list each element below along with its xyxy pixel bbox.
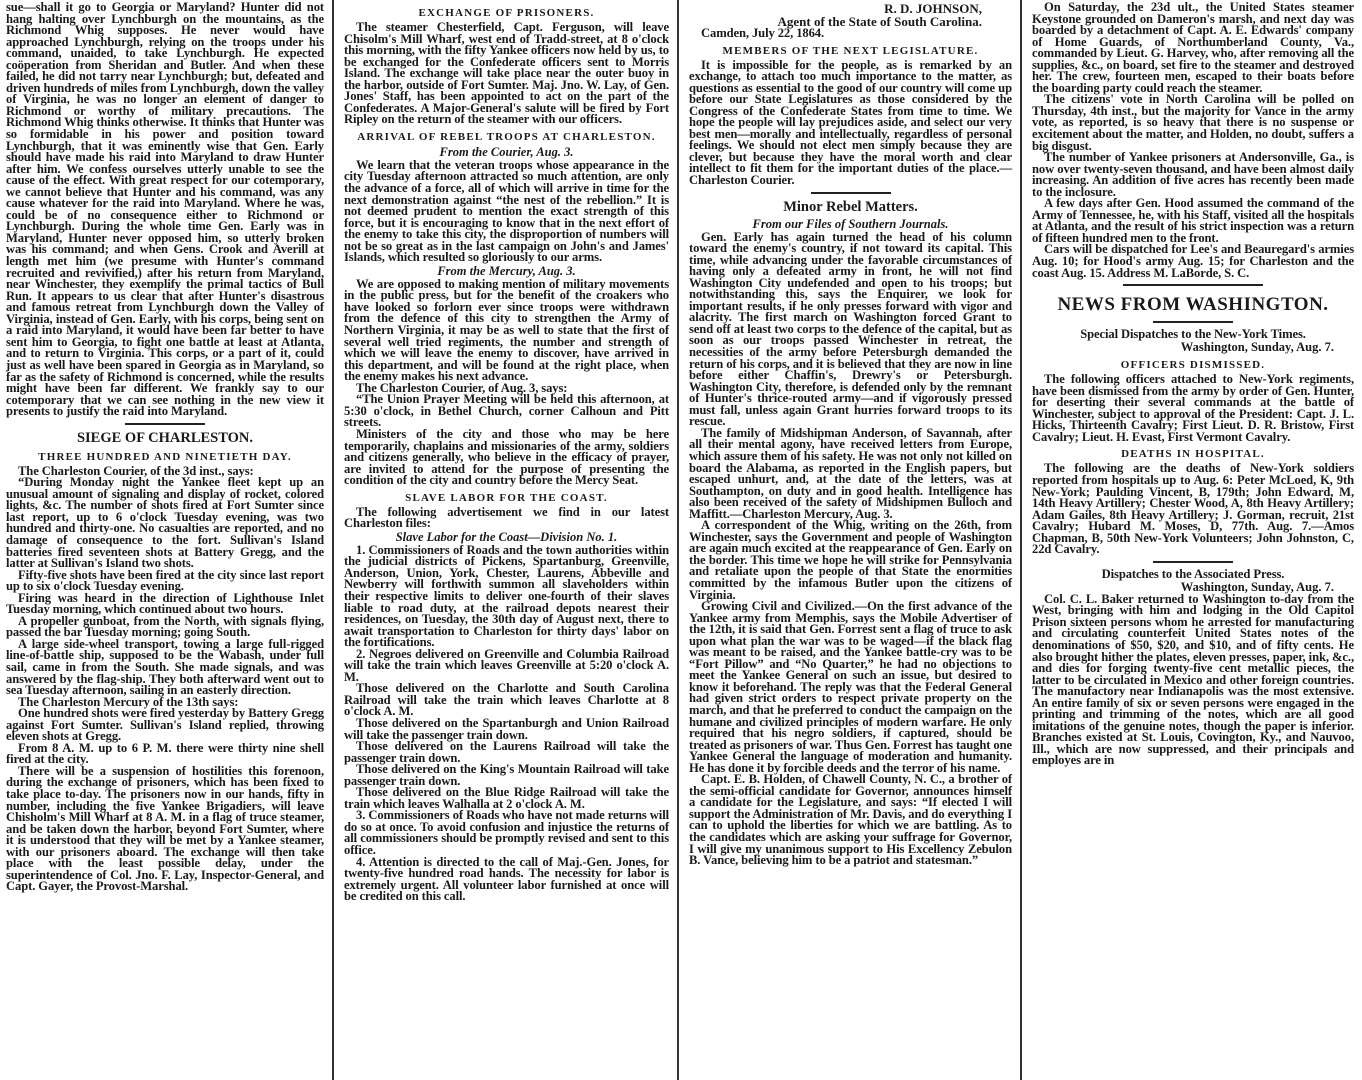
article-paragraph: Those delivered on the Spartanburgh and Union Railroad will take the passenger train down.: [344, 715, 669, 742]
article-paragraph: Capt. E. B. Holden, of Chawell County, N. C., a brother of the semi-official candidate for Governor, announces himself a candidate for the Legislature, and says: “If elected I will support the Administration of Mr. Davis, and do everything I can to uphold the liberties for which we are battling. As to the candidates which are asking your suffrage for Governor, I will give my unanimous support to His Excellency Zebulon B. Vance, believing him to be a patriot and statesman.”: [689, 772, 1012, 868]
dateline: Washington, Sunday, Aug. 7.: [1180, 340, 1334, 355]
article-paragraph: 4. Attention is directed to the call of Maj.-Gen. Jones, for twenty-five hundred road hands. The necessity for labor is extremely urgent. All volunteer labor furnished at once will be credited on this call.: [344, 854, 669, 904]
article-paragraph: Those delivered on the Laurens Railroad will take the passenger train down.: [344, 739, 669, 765]
article-paragraph: It is impossible for the people, as is remarked by an exchange, to attach too much importance to the matter, as questions as essential to the good of our country will come up before our State Legislatures as those considered by the Congress of the Confederate States from time to time. We hope the people will lay prejudices aside, and select our very best men—morally and intellectually, regardless of personal feelings. We should not elect men simply because they are clever, but because they have the moral worth and clear intellect to fit them for the important duties of the place.—Charleston Courier.: [689, 57, 1012, 188]
section-subheading: From the Mercury, Aug. 3.: [437, 263, 576, 278]
article-paragraph: The Charleston Courier, of the 3d inst., says:: [18, 463, 254, 478]
signature-line: R. D. JOHNSON,: [884, 1, 982, 16]
divider-rule: [1153, 561, 1233, 563]
divider-rule: [1123, 284, 1263, 286]
article-paragraph: Ministers of the city and those who may be here temporarily, chaplains and missionaries of the army, soldiers and citizens generally, who believe in the efficacy of prayer, are invited to attend for the purpose of presenting the condition of the city and country before the Mercy Seat.: [344, 426, 669, 488]
article-paragraph: The following are the deaths of New-York soldiers reported from hospitals up to Aug. 6: Peter McLoed, K, 9th New-York; Paulding Vincent, B, 179th; John Edward, M, 14th Heavy Artillery; Chester Wood, A, 8th Heavy Artillery; Adam Gailes, 8th Heavy Artillery; J. Gorman, recruit, 21st Cavalry; Hubard M. Moses, D, 77th. Aug. 7.—Amos Chapman, B, 50th New-York Volunteers; John Johnston, C, 22d Cavalry.: [1032, 461, 1354, 557]
article-paragraph: A large side-wheel transport, towing a large full-rigged line-of-battle ship, supposed to be the Wabash, under full sail, came in from the South. She made signals, and was answered by the flag-ship. They both afterward went out to sea Tuesday afternoon, sailing in an easterly direction.: [6, 636, 324, 698]
section-heading: NEWS FROM WASHINGTON.: [1057, 294, 1329, 316]
article-paragraph: Fifty-five shots have been fired at the city since last report up to six o'clock Tuesday evening.: [6, 567, 324, 594]
article-paragraph: “During Monday night the Yankee fleet kept up an unusual amount of signaling and display of rocket, colored lights, &c. The number of shots fired at Fort Sumter since last report, up to 6 o'clock Tuesday evening, was two hundred and thirty-one. No casualties are reported, and no damage of consequence to the fort. Sullivan's Island batteries fired seventeen shots at Battery Gregg, and the latter at Sullivan's Island two shots.: [6, 475, 324, 571]
column-3: [677, 0, 1020, 1080]
section-heading: Minor Rebel Matters.: [783, 198, 918, 215]
article-paragraph: Camden, July 22, 1864.: [701, 26, 825, 40]
article-paragraph: The following officers attached to New-York regiments, have been dismissed from the army by order of Gen. Hunter, for deserting their several commands at the battle of Winchester, subject to approval of the President: Capt. J. L. Hicks, Thirteenth Cavalry; First Lieut. D. R. Bristow, First Cavalry; Lieut. H. Evast, First Vermont Cavalry.: [1032, 372, 1354, 444]
dispatch-title: Dispatches to the Associated Press.: [1101, 566, 1285, 581]
section-heading: OFFICERS DISMISSED.: [1120, 359, 1266, 372]
section-heading: SLAVE LABOR FOR THE COAST.: [405, 491, 608, 504]
article-paragraph: Gen. Early has again turned the head of his column toward the enemy's country, if not toward its capital. This time, while advancing under the favorable circumstances of having only a defeated army in front, he will not find Washington City undefended and open to his troops; but notwithstanding this, says the Enquirer, we look for important results, if he only presses forward with vigor and alacrity. The first march on Washington forced Grant to send off at least two corps to the defence of the capital, but as soon as our troops passed Winchester in retreat, the necessities of the army before Petersburgh demanded the return of his corps, and it is believed that they are now in line before either Chaffin's, Drewry's or Petersburgh. Washington City, therefore, is defended only by the remnant of Hunter's thrice-routed army—and if vigorously pressed must fall, unless again Grant hurries forward troops to its rescue.: [689, 229, 1012, 429]
article-paragraph: The following advertisement we find in our latest Charleston files:: [344, 504, 669, 531]
article-paragraph: The family of Midshipman Anderson, of Savannah, after all their mental agony, have received letters from Europe, which assure them of his safety. He was not only not killed on board the Alabama, as reported in the English papers, but escaped unhurt, and, at the date of the letters, was at Southampton, on duty and in good health. Intelligence has also been received of the safety of Midshipmen Bulloch and Maffitt.—Charleston Mercury, Aug. 3.: [689, 425, 1012, 521]
article-paragraph: There will be a suspension of hostilities this forenoon, during the exchange of prisoners, which has been fixed to take place to-day. The prisoners now in our hands, fifty in number, including the five Yankee Brigadiers, will leave Chisholm's Mill Wharf at 8 A. M. in a flag of truce steamer, and be taken down the harbor, beyond Fort Sumter, where it is understood that they will be met by a Yankee steamer, with our prisoners aboard. The exchange will then take place with the least possible delay, under the superintendence of Col. Jno. F. Lay, Inspector-General, and Capt. Gayer, the Provost-Marshal.: [6, 763, 324, 894]
article-paragraph: We are opposed to making mention of military movements in the public press, but for the benefit of the croakers who have looked so forlorn ever since troops were withdrawn from the defence of this city to strengthen the Army of Northern Virginia, it may be as well to state that the first of several well tried regiments, the number and strength of which we will leave the enemy to discover, have arrived in this department, and will be found at the right place, when the enemy makes his next advance.: [344, 276, 669, 384]
section-heading: ARRIVAL OF REBEL TROOPS AT CHARLESTON.: [357, 130, 656, 143]
article-paragraph: The number of Yankee prisoners at Andersonville, Ga., is now over twenty-seven thousand, and have been almost daily increasing. An addition of five acres has recently been made to the inclosure.: [1032, 150, 1354, 199]
article-paragraph: The Charleston Mercury of the 13th says:: [18, 694, 239, 709]
article-paragraph: A few days after Gen. Hood assumed the command of the Army of Tennessee, he, with his Staff, visited all the hospitals at Atlanta, and the result of his strict inspection was a return of fifteen hundred men to the front.: [1032, 196, 1354, 245]
section-heading: DEATHS IN HOSPITAL.: [1121, 448, 1265, 461]
article-paragraph: Firing was heard in the direction of Lighthouse Inlet Tuesday morning, which continued about two hours.: [6, 590, 324, 617]
dispatch-title: Special Dispatches to the New-York Times.: [1080, 327, 1306, 342]
column-2: [332, 0, 677, 1080]
dateline: Washington, Sunday, Aug. 7.: [1180, 579, 1334, 594]
article-paragraph: 2. Negroes delivered on Greenville and Columbia Railroad will take the train which leaves Greenville at 5:20 o'clock A. M.: [344, 646, 669, 684]
section-heading: EXCHANGE OF PRISONERS.: [418, 7, 595, 19]
article-paragraph: A propeller gunboat, from the North, with signals flying, passed the bar Tuesday morning; going South.: [6, 613, 324, 640]
section-heading: MEMBERS OF THE NEXT LEGISLATURE.: [722, 44, 979, 57]
article-paragraph: 3. Commissioners of Roads who have not made returns will do so at once. To avoid confusion and injustice the returns of all commissioners should be promptly revised and sent to this office.: [344, 808, 669, 857]
article-paragraph: “The Union Prayer Meeting will be held this afternoon, at 5:30 o'clock, in Bethel Church, corner Calhoun and Pitt streets.: [344, 392, 669, 430]
article-paragraph: The steamer Chesterfield, Capt. Ferguson, will leave Chisolm's Mill Wharf, west end of Tradd-street, at 8 o'clock this morning, with the fifty Yankee officers now held by us, to be exchanged for the Confederate officers sent to Morris Island. The exchange will take place near the outer buoy in the harbor, outside of Fort Sumter. Maj. Jno. W. Lay, of Gen. Jones' Staff, has been appointed to act on the part of the Confederates. A Major-General's salute will be fired by Fort Ripley on the return of the steamer with our officers.: [344, 20, 669, 127]
article-paragraph: Growing Civil and Civilized.—On the first advance of the Yankee army from Memphis, says the Mobile Advertiser of the 12th, it is said that Gen. Forrest sent a flag of truce to ask upon what plan the war was to be waged—if the black flag was meant to be raised, and the Yankee battle-cry was to be “Fort Pillow” and “No Quarter,” he had no objections to meet the Yankee General on such an issue, but desired to know it beforehand. The reply was that the Federal General had given strict orders to respect private property on the march, and that he preferred to conduct the campaign on the humane and civilized principles of modern warfare. He only required that his negro soldiers, if captured, should be treated as prisoners of war. Thus Gen. Forrest has taught one Yankee General the language of moderation and humanity. He has done it by forcible deeds and the terror of his name.: [689, 599, 1012, 775]
column-1: [0, 0, 332, 1080]
article-paragraph: From 8 A. M. up to 6 P. M. there were thirty nine shell fired at the city.: [6, 740, 324, 767]
section-heading: SIEGE OF CHARLESTON.: [76, 429, 254, 446]
column-4: [1020, 0, 1362, 1080]
article-paragraph: Cars will be dispatched for Lee's and Beauregard's armies Aug. 10; for Hood's army Aug. 15; for Charleston and the coast Aug. 15. Address M. LaBorde, S. C.: [1032, 242, 1354, 280]
section-subheading: Slave Labor for the Coast—Division No. 1.: [395, 529, 618, 544]
section-subheading: From the Courier, Aug. 3.: [439, 144, 574, 159]
article-paragraph: The citizens' vote in North Carolina will be polled on Thursday, 4th inst., but the majority for Vance in the army vote, as reported, is so heavy that there is no suspense or excitement about the matter, and Holden, no doubt, suffers a big disgust.: [1032, 92, 1354, 153]
article-paragraph: sue—shall it go to Georgia or Maryland? Hunter did not hang halting over Lynchburgh on the mountains, as the Richmond Whig supposes. He never would have approached Lynchburgh, relying on the troops under his command, unaided, to take Lynchburgh. He expected coöperation from Sheridan and Butler. And when these failed, he did not tarry near Lynchburgh; but, defeated and driven hundreds of miles from Lynchburgh, down the valley of Virginia, he was no longer an element of danger to Richmond or worthy of military precautions. The Richmond Whig thinks otherwise. It thinks that Hunter was so formidable in his power and position toward Lynchburgh, that it was eminently wise that Gen. Early should have made his raid into Maryland to draw Hunter after him. We confess ourselves utterly unable to see the cause of the effect. With great respect for our cotemporary, we cannot believe that Hunter and his command, was any cause whatever for the raid into Maryland. Where he was, could be of no consequence either to Richmond or Lynchburgh. During the whole time Gen. Early was in Maryland, Hunter never opposed him, so utterly broken was his command; and when Gens. Crook and Averill at length met him (we presume with Hunter's command recruited and revivified,) after his return from Maryland, near Winchester, they exemplify the primal tactics of Bull Run. It appears to us clear that after Hunter's disastrous and famous retreat from Lynchburgh down the Valley of Virginia, instead of Gen. Early, with his corps, being sent on a raid into Maryland, it would have been far better to have sent him to Georgia, to fight one battle at least at Atlanta, and to return to Virginia. This corps, or a part of it, could just as well have been spared in Georgia as in Maryland, so far as the safety of Richmond is concerned, while the results might have been far different. We frankly say to our cotemporary that we can see nothing in the new view it presents to justify the raid into Maryland.: [6, 0, 324, 419]
article-paragraph: Col. C. L. Baker returned to Washington to-day from the West, bringing with him and lodging in the Old Capitol Prison sixteen persons whom he arrested for manufacturing and circulating counterfeit United States notes of the denominations of $50, $20, and $10, and of fifty cents. He also brought hither the plates, eleven presses, paper, ink, &c., and dies for forging twenty-five cent metallic pieces, the latter to be circulated in Mexico and other foreign countries. The manufactory near Indianapolis was the most extensive. An entire family of six or seven persons were engaged in the printing and trimming of the notes, which are all good imitations of the genuine notes, though the paper is inferior. Branches existed at St. Louis, Covington, Ky., and Nauvoo, Ill., which are now suppressed, and their principals and employes are in: [1032, 591, 1354, 768]
article-paragraph: We learn that the veteran troops whose appearance in the city Tuesday afternoon attracted so much attention, are only the advance of a force, all of which will arrive in time for the next demonstration against “the nest of the rebellion.” It is not deemed prudent to mention the exact strength of this force, but it is encouraging to know that in the next effort of the enemy to take this city, the disproportion of numbers will not be so great as in the last campaign on John's and James' Islands, which resulted so gloriously to our arms.: [344, 157, 669, 265]
signature-line: Agent of the State of South Carolina.: [777, 14, 982, 29]
article-paragraph: Those delivered on the King's Mountain Railroad will take passenger train down.: [344, 762, 669, 788]
article-paragraph: The Charleston Courier, of Aug. 3, says:: [356, 380, 568, 395]
section-subheading: From our Files of Southern Journals.: [752, 216, 949, 231]
divider-rule: [1153, 321, 1233, 323]
article-paragraph: Those delivered on the Blue Ridge Railroad will take the train which leaves Walhalla at 2 o'clock A. M.: [344, 785, 669, 811]
divider-rule: [811, 192, 891, 194]
article-paragraph: 1. Commissioners of Roads and the town authorities within the judicial districts of Pickens, Spartanburg, Greenville, Anderson, Union, York, Chester, Laurens, Abbeville and Newberry will forthwith summon all slaveholders within their respective limits to deliver one-fourth of their slaves liable to road duty, at the railroad depots nearest their residences, on Tuesday, the 30th day of August next, there to await transportation to Charleston for thirty days' labor on the fortifications.: [344, 542, 669, 650]
article-paragraph: On Saturday, the 23d ult., the United States steamer Keystone grounded on Dameron's marsh, and next day was boarded by a detachment of Capt. A. E. Edwards' company of Home Guards, of Northumberland County, Va., commanded by Lieut. G. Harvey, who, after removing all the supplies, &c., on board, set fire to the steamer and destroyed her. The crew, fourteen men, escaped to their boats before the boarding party could reach the steamer.: [1032, 0, 1354, 95]
section-heading: THREE HUNDRED AND NINETIETH DAY.: [38, 450, 292, 463]
article-paragraph: A correspondent of the Whig, writing on the 26th, from Winchester, says the Government and people of Washington are again much excited at the reappearance of Gen. Early on the border. This time we hope he will strike for Pennsylvania and retaliate upon the people of that State the enormities committed by the infamous Butler upon the citizens of Virginia.: [689, 518, 1012, 602]
divider-rule: [125, 423, 205, 425]
article-paragraph: One hundred shots were fired yesterday by Battery Gregg against Fort Sumter. Sullivan's Island replied, throwing eleven shots at Gregg.: [6, 706, 324, 744]
article-paragraph: Those delivered on the Charlotte and South Carolina Railroad will take the train which leaves Charlotte at 8 o'clock A. M.: [344, 681, 669, 719]
